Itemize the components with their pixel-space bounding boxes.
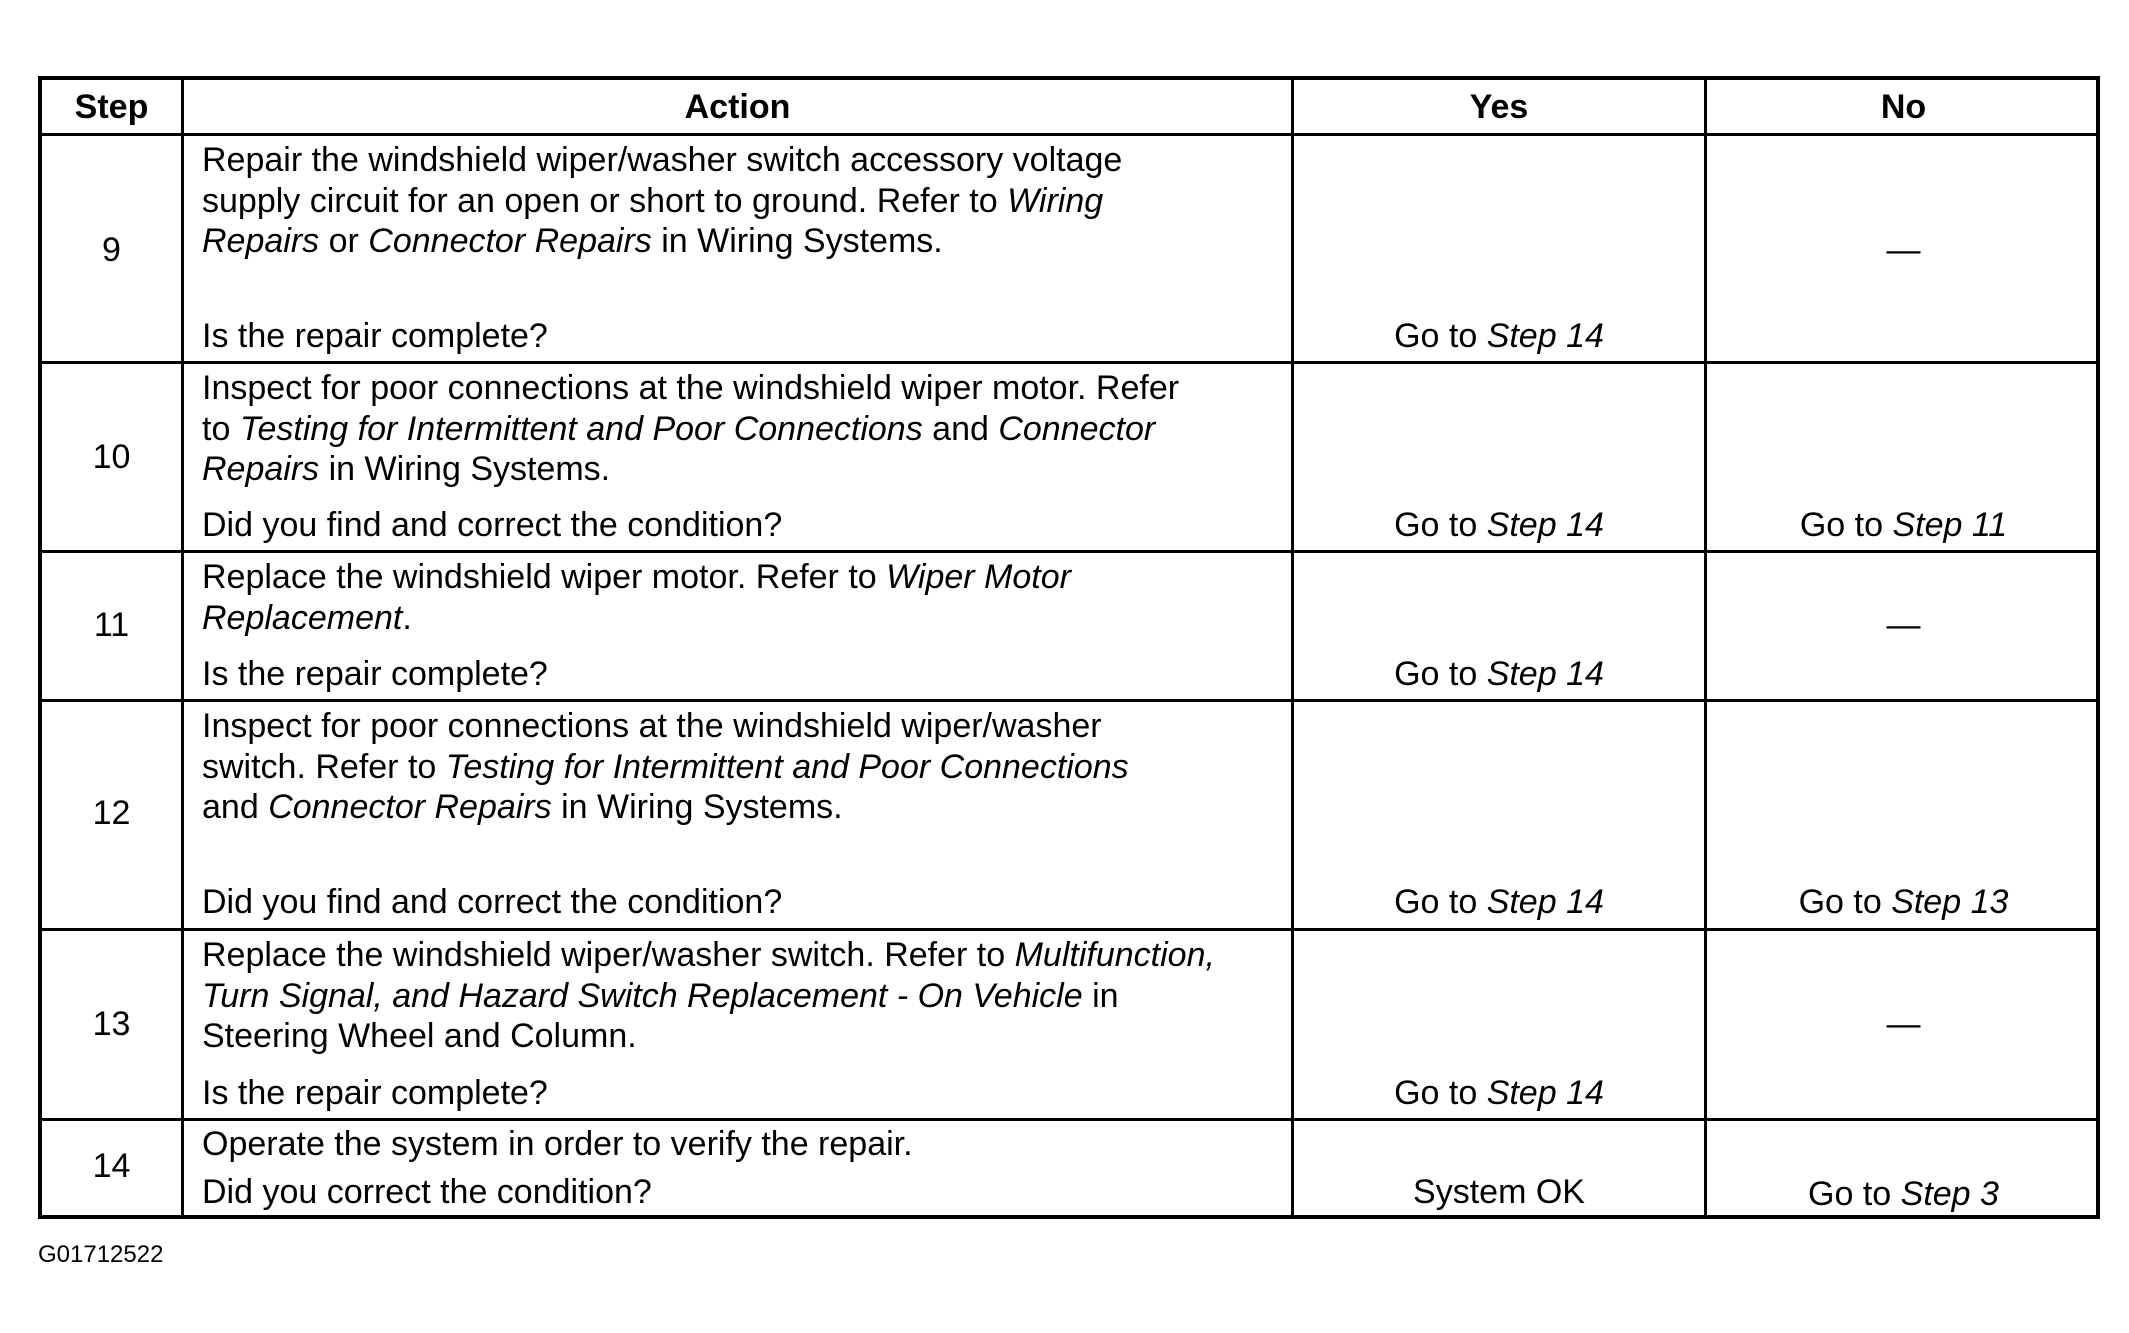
no-result bbox=[1707, 505, 2100, 545]
action-question: Did you correct the condition? bbox=[202, 1173, 652, 1211]
body-text: in Steering Wheel and Column. bbox=[202, 976, 1119, 1055]
action-text bbox=[202, 140, 1122, 262]
yes-result bbox=[1294, 316, 1704, 356]
action-question: Is the repair complete? bbox=[202, 655, 548, 693]
yes-result bbox=[1294, 1172, 1704, 1212]
yes-step-ref: Step 14 bbox=[1486, 317, 1604, 355]
action-question: Is the repair complete? bbox=[202, 1074, 548, 1112]
header-action: Action bbox=[684, 88, 791, 126]
body-text: Inspect for poor connections at the windshield wiper motor. Refer to bbox=[202, 369, 1180, 448]
no-result bbox=[1707, 605, 2100, 645]
reference-text: Testing for Intermittent and Poor Connections bbox=[445, 747, 1129, 786]
step-number: 10 bbox=[92, 438, 131, 476]
action-text bbox=[202, 1124, 913, 1165]
yes-step-ref: Step 14 bbox=[1486, 1074, 1604, 1112]
yes-prefix: Go to bbox=[1394, 506, 1487, 544]
yes-result bbox=[1294, 654, 1704, 694]
row-divider bbox=[42, 550, 2096, 553]
column-divider bbox=[181, 80, 184, 1215]
body-text: or bbox=[319, 222, 369, 260]
step-number: 12 bbox=[92, 794, 131, 832]
reference-text: Wiring Repairs bbox=[202, 181, 1104, 260]
no-prefix: — bbox=[1886, 1005, 1921, 1043]
no-result bbox=[1707, 230, 2100, 270]
no-step-ref: Step 3 bbox=[1900, 1175, 1999, 1213]
reference-text: Multifunction, Turn Signal, and Hazard Switch Replacement - On Vehicle bbox=[202, 936, 1215, 1015]
action-text bbox=[202, 935, 1215, 1057]
column-divider bbox=[1291, 80, 1294, 1215]
body-text: Inspect for poor connections at the windshield wiper/washer switch. Refer to bbox=[202, 707, 1102, 786]
row-divider bbox=[42, 699, 2096, 702]
reference-text: Connector Repairs bbox=[268, 788, 552, 826]
no-prefix: — bbox=[1886, 231, 1921, 269]
no-result bbox=[1707, 1174, 2100, 1214]
action-text bbox=[202, 557, 1071, 638]
yes-result bbox=[1294, 1073, 1704, 1113]
yes-result bbox=[1294, 505, 1704, 545]
body-text: and bbox=[922, 409, 999, 448]
yes-step-ref: Step 14 bbox=[1486, 883, 1604, 921]
no-result bbox=[1707, 882, 2100, 922]
action-question: Did you find and correct the condition? bbox=[202, 883, 783, 921]
body-text: and bbox=[202, 788, 259, 826]
no-result bbox=[1707, 1004, 2100, 1044]
body-text: Replace the windshield wiper/washer switch. Refer to bbox=[202, 936, 1015, 974]
yes-step-ref: Step 14 bbox=[1486, 506, 1604, 544]
reference-text: Connector Repairs bbox=[202, 409, 1156, 488]
yes-prefix: Go to bbox=[1394, 317, 1487, 355]
row-divider bbox=[42, 1118, 2096, 1121]
yes-result bbox=[1294, 882, 1704, 922]
diagnostic-table bbox=[38, 76, 2100, 1219]
body-text: Repair the windshield wiper/washer switch accessory voltage supply circuit for an open or short to ground. Refer to bbox=[202, 141, 1123, 220]
body-text: Operate the system in order to verify the repair. bbox=[202, 1125, 913, 1163]
yes-prefix: System OK bbox=[1413, 1173, 1585, 1211]
body-text: . bbox=[402, 598, 412, 637]
body-text: in Wiring Systems. bbox=[551, 788, 843, 826]
figure-id: G01712522 bbox=[38, 1241, 164, 1268]
row-divider bbox=[42, 928, 2096, 931]
no-prefix: Go to bbox=[1808, 1175, 1901, 1213]
step-number: 11 bbox=[93, 606, 130, 644]
yes-step-ref: Step 14 bbox=[1486, 655, 1604, 693]
body-text: Replace the windshield wiper motor. Refer to bbox=[202, 558, 887, 596]
action-text bbox=[202, 368, 1179, 490]
action-text bbox=[202, 706, 1129, 828]
no-prefix: — bbox=[1886, 606, 1921, 644]
no-prefix: Go to bbox=[1798, 883, 1892, 921]
no-prefix: Go to bbox=[1799, 506, 1893, 544]
step-number: 13 bbox=[92, 1005, 131, 1043]
reference-text: Connector Repairs bbox=[368, 222, 652, 260]
yes-prefix: Go to bbox=[1394, 1074, 1487, 1112]
step-number: 14 bbox=[92, 1147, 131, 1185]
row-divider bbox=[42, 361, 2096, 364]
action-question: Did you find and correct the condition? bbox=[202, 506, 783, 544]
yes-prefix: Go to bbox=[1394, 883, 1487, 921]
step-number: 9 bbox=[102, 231, 121, 269]
header-no: No bbox=[1880, 88, 1927, 126]
action-question: Is the repair complete? bbox=[202, 317, 548, 355]
header-yes: Yes bbox=[1469, 88, 1529, 126]
no-step-ref: Step 13 bbox=[1891, 883, 2009, 921]
body-text: in Wiring Systems. bbox=[651, 222, 943, 260]
body-text: in Wiring Systems. bbox=[319, 450, 611, 488]
no-step-ref: Step 11 bbox=[1892, 506, 2008, 544]
header-step: Step bbox=[74, 88, 149, 126]
yes-prefix: Go to bbox=[1394, 655, 1487, 693]
reference-text: Wiper Motor Replacement bbox=[202, 558, 1071, 637]
reference-text: Testing for Intermittent and Poor Connections bbox=[239, 409, 923, 448]
